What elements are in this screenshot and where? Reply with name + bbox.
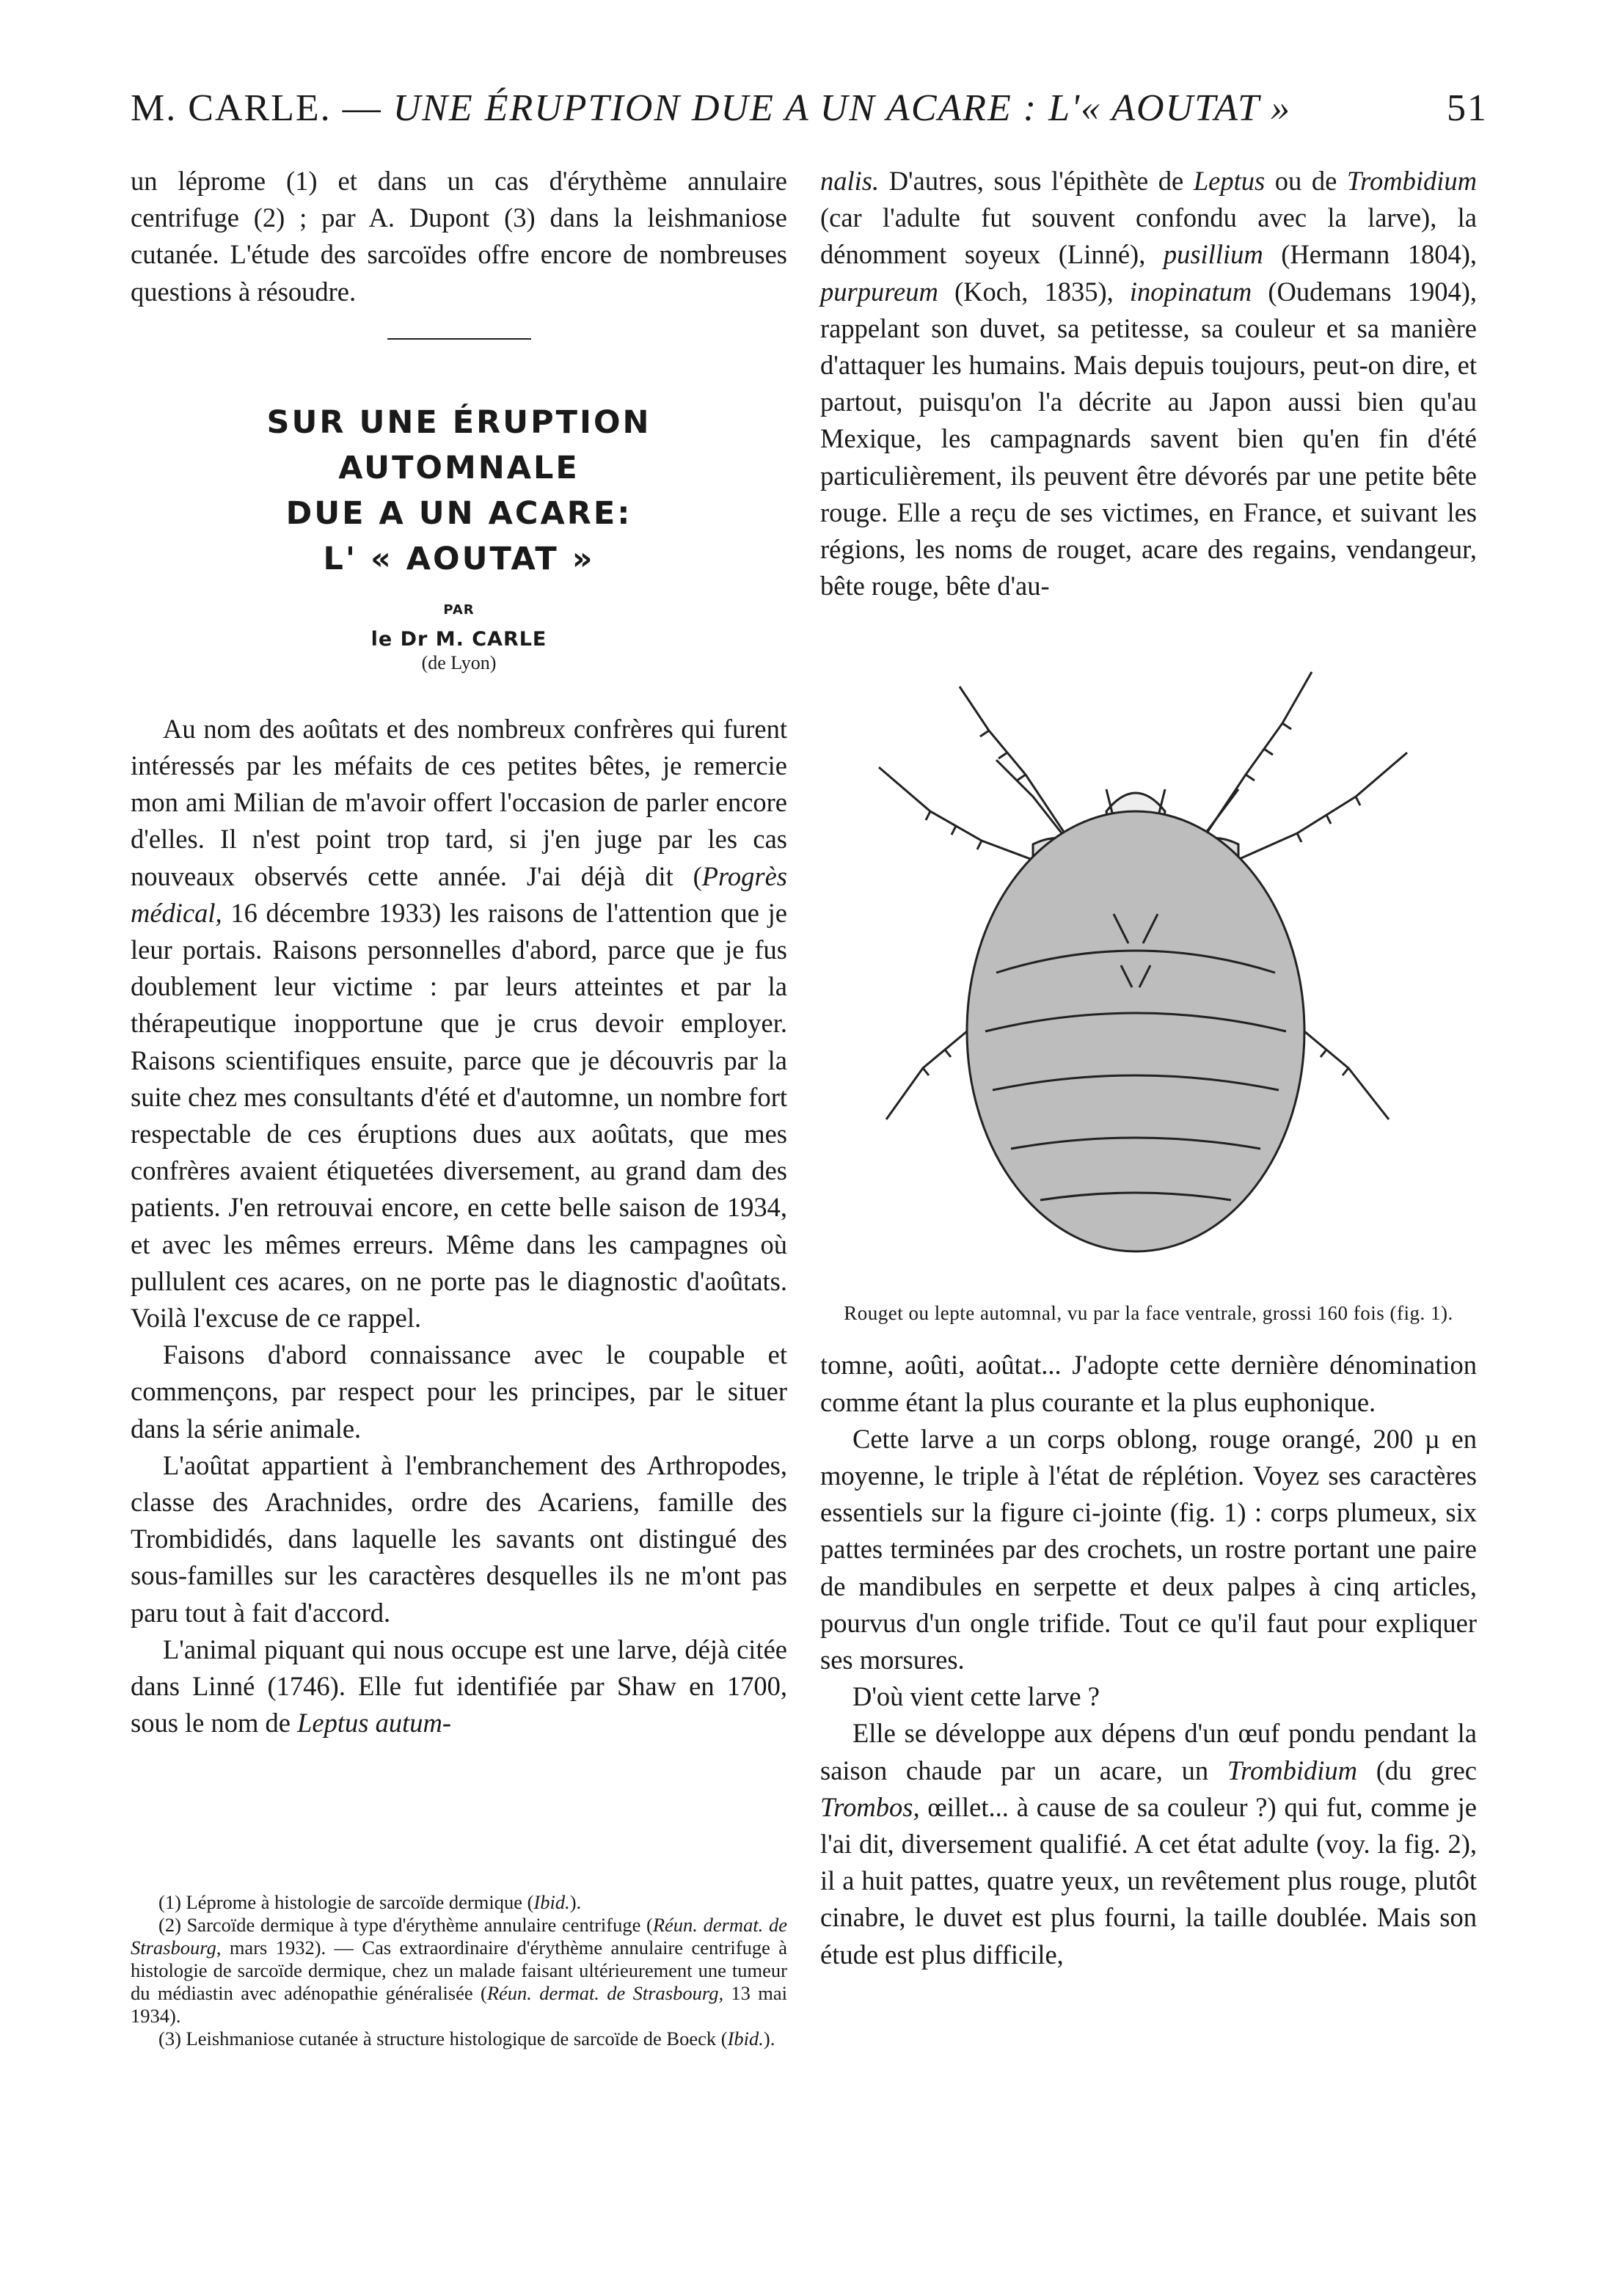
running-head (131, 87, 1488, 130)
article-body-right (820, 1347, 1477, 1973)
running-head-dash: — (342, 87, 382, 129)
author-origin: (de Lyon) (421, 651, 497, 673)
body-paragraph: Elle se développe aux dépens d'un œuf pondu pendant la saison chaude par un acare, un Trombidium (du grec Trombos, œillet... à cause de sa couleur ?) qui fut, comme je l'ai dit, diversement qualifié. A cet état adulte (voy. la fig. 2), il a huit pattes, quatre yeux, un revêtement plus rouge, plutôt cinabre, le duvet est plus fourni, la taille doublée. Mais son étude est plus difficile, (820, 1718, 1477, 1970)
footnotes (131, 1891, 787, 2050)
article-title-line: L' « AOUTAT » (323, 540, 595, 577)
body-paragraph: L'aoûtat appartient à l'embranchement des Arthropodes, classe des Arachnides, ordre des Acariens, famille des Trombididés, dans laquelle les savants ont distingué des sous-familles sur les caractères desquelles ils ne m'ont pas paru tout à fait d'accord. (131, 1449, 787, 1628)
running-head-title: UNE ÉRUPTION DUE A UN ACARE : L'« AOUTAT » (392, 87, 1291, 129)
page-number: 51 (1447, 87, 1488, 129)
footnote-3: (3) Leishmaniose cutanée à structure histologique de sarcoïde de Boeck (Ibid.). (158, 2028, 775, 2050)
body-paragraph: D'où vient cette larve ? (852, 1681, 1100, 1712)
footnote-1: (1) Léprome à histologie de sarcoïde dermique (Ibid.). (158, 1891, 582, 1913)
body-paragraph: Cette larve a un corps oblong, rouge orangé, 200 µ en moyenne, le triple à l'état de réplétion. Voyez ses caractères essentiels sur la figure ci-jointe (fig. 1) : corps plumeux, six pattes terminées par des crochets, un rostre portant une paire de mandibules en serpette et deux palpes à cinq articles, pourvus d'un ongle trifide. Tout ce qu'il faut pour expliquer ses morsures. (820, 1423, 1477, 1675)
figure-caption: Rouget ou lepte automnal, vu par la face ventrale, grossi 160 fois (fig. 1). (844, 1302, 1453, 1325)
continuation-paragraph: un léprome (1) et dans un cas d'érythème annulaire centrifuge (2) ; par A. Dupont (3) dans la leishmaniose cutanée. L'étude des sarcoïdes offre encore de nombreuses questions à résoudre. (131, 166, 787, 307)
author-name: le Dr M. CARLE (370, 627, 547, 651)
body-paragraph: L'animal piquant qui nous occupe est une larve, déjà citée dans Linné (1746). Elle fut identifiée par Shaw en 1700, sous le nom de Leptus autum- (131, 1634, 787, 1739)
body-paragraph: Au nom des aoûtats et des nombreux confrères qui furent intéressés par les méfaits de ces petites bêtes, je remercie mon ami Milian de m'avoir offert l'occasion de parler encore d'elles. Il n'est point trop tard, si j'en juge par les cas nouveaux observés cette année. J'ai déjà dit (Progrès médical, 16 décembre 1933) les raisons de l'attention que je leur portais. Raisons personnelles d'abord, parce que je fus doublement leur victime : par leurs atteintes et par la thérapeutique inopportune que je crus devoir employer. Raisons scientifiques ensuite, parce que je découvris par la suite chez mes consultants d'été et d'automne, un nombre fort respectable de ces éruptions dues aux aoûtats, que mes confrères avaient étiquetées diversement, au grand dam des patients. J'en retrouvai encore, en cette belle saison de 1934, et avec les mêmes erreurs. Même dans les campagnes où pullulent ces acares, on ne porte pas le diagnostic d'aoûtats. Voilà l'excuse de ce rappel. (131, 713, 787, 1334)
section-divider (387, 338, 531, 340)
mite-larva-illustration (850, 621, 1447, 1295)
figure-1 (820, 621, 1477, 1325)
article-body-left (131, 711, 787, 1742)
body-paragraph: nalis. D'autres, sous l'épithète de Leptus ou de Trombidium (car l'adulte fut souvent confondu avec la larve), la dénomment soyeux (Linné), pusillium (Hermann 1804), purpureum (Koch, 1835), inopinatum (Oudemans 1904), rappelant son duvet, sa petitesse, sa couleur et sa manière d'attaquer les humains. Mais depuis toujours, peut-on dire, et partout, puisqu'on l'a décrite au Japon aussi bien qu'au Mexique, les campagnards savent bien qu'en fin d'été particulièrement, ils peuvent être dévorés par une petite bête rouge. Elle a reçu de ses victimes, en France, et suivant les régions, les noms de rouget, acare des regains, vendangeur, bête rouge, bête d'au- (820, 166, 1478, 602)
footnote-2: (2) Sarcoïde dermique à type d'érythème annulaire centrifuge (Réun. dermat. de Strasbourg, mars 1932). — Cas extraordinaire d'érythème annulaire centrifuge à histologie de sarcoïde dermique, chez un malade faisant ultérieurement une tumeur du médiastin avec adénopathie généralisée (Réun. dermat. de Strasbourg, 13 mai 1934). (131, 1914, 787, 2027)
by-label: PAR (443, 602, 475, 618)
article-title (131, 400, 787, 582)
right-column (820, 163, 1477, 1973)
article-title-line: DUE A UN ACARE: (285, 494, 632, 532)
body-paragraph: tomne, aoûti, aoûtat... J'adopte cette dernière dénomination comme étant la plus courante et la plus euphonique. (820, 1350, 1477, 1417)
body-paragraph: Faisons d'abord connaissance avec le coupable et commençons, par respect pour les principes, par le situer dans la série animale. (131, 1339, 787, 1444)
article-title-line: AUTOMNALE (338, 449, 580, 486)
byline (131, 602, 787, 674)
left-column (131, 163, 787, 1742)
article-title-line: SUR UNE ÉRUPTION (266, 403, 651, 441)
running-head-author: M. CARLE. (131, 87, 332, 129)
